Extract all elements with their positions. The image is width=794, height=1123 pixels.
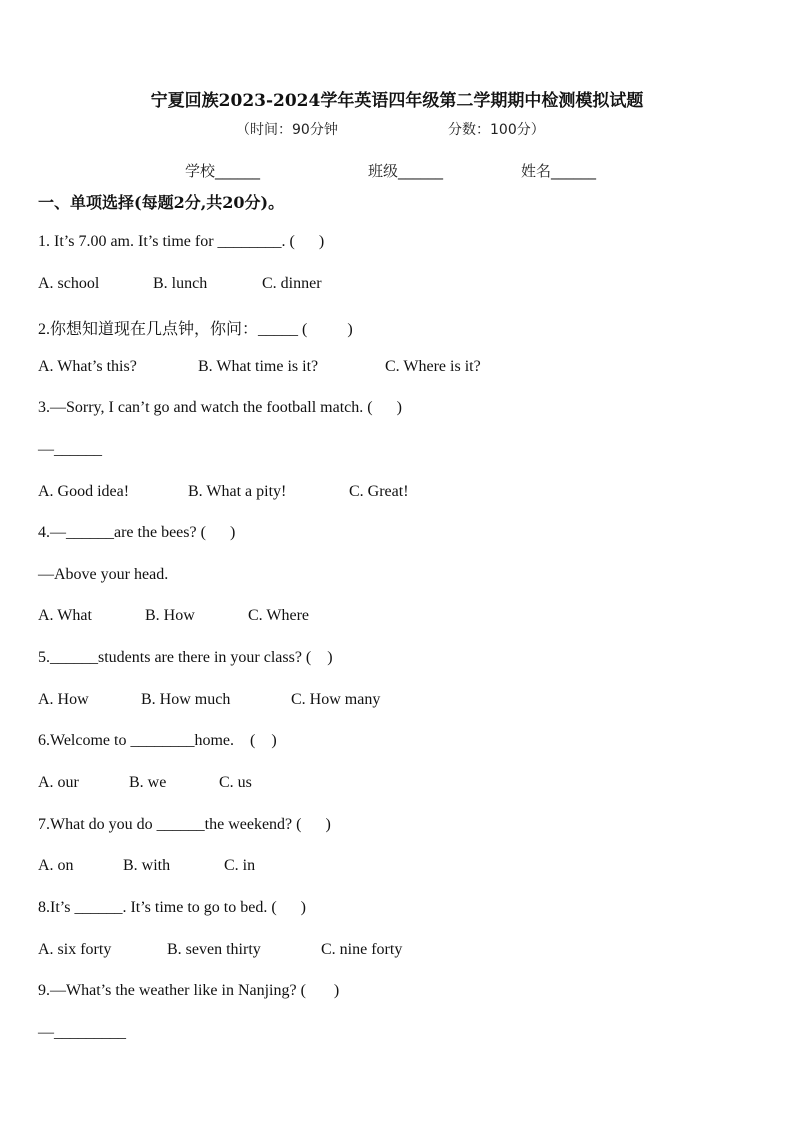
question-option: C. Where is it? [385,358,481,375]
exam-score: 分数：100分） [448,122,545,138]
question-option: B. we [129,774,167,791]
question-option: C. Where [248,607,310,624]
exam-time: （时间：90分钟 [236,122,338,138]
question-option: A. our [38,774,79,791]
class-field: 班级______ [368,162,444,180]
exam-title: 宁夏回族2023-2024学年英语四年级第二学期期中检测模拟试题 [150,91,644,111]
name-field: 姓名______ [521,162,597,180]
question-option: A. Good idea! [38,483,130,500]
question-option: B. What a pity! [188,483,287,500]
question-option: A. on [38,857,74,874]
school-field: 学校______ [185,162,261,180]
question-stem: 7.What do you do ______the weekend? ( ) [38,816,331,833]
question-option: B. What time is it? [198,358,319,375]
question-stem: 8.It’s ______. It’s time to go to bed. ( ) [38,899,306,916]
question-stem: 5.______students are there in your class? ( ) [38,649,333,666]
question-stem: 2.你想知道现在几点钟，你问：_____ ( ) [38,321,353,338]
question-option: A. What’s this? [38,358,137,375]
question-option: C. nine forty [321,941,403,958]
question-stem: 3.—Sorry, I can’t go and watch the football match. ( ) [38,399,402,416]
question-option: A. school [38,275,100,292]
question-option: B. with [123,857,171,874]
question-option: A. What [38,607,92,624]
question-option: C. us [219,774,252,791]
question-option: C. How many [291,691,381,708]
dialogue-line: —Above your head. [38,566,169,583]
question-stem: 4.—______are the bees? ( ) [38,524,236,541]
question-option: B. lunch [153,275,208,292]
section-heading: 一、单项选择(每题2分,共20分)。 [38,193,285,212]
question-option: B. How [145,607,195,624]
question-stem: 1. It’s 7.00 am. It’s time for ________. ( ) [38,233,325,250]
question-option: C. in [224,857,256,874]
answer-line: —______ [38,441,102,458]
question-stem: 6.Welcome to ________home. ( ) [38,732,277,749]
question-stem: 9.—What’s the weather like in Nanjing? ( ) [38,982,340,999]
answer-line: —_________ [38,1024,126,1041]
question-option: C. dinner [262,275,322,292]
question-option: A. six forty [38,941,112,958]
question-option: A. How [38,691,89,708]
question-option: B. How much [141,691,231,708]
question-option: B. seven thirty [167,941,261,958]
question-option: C. Great! [349,483,409,500]
